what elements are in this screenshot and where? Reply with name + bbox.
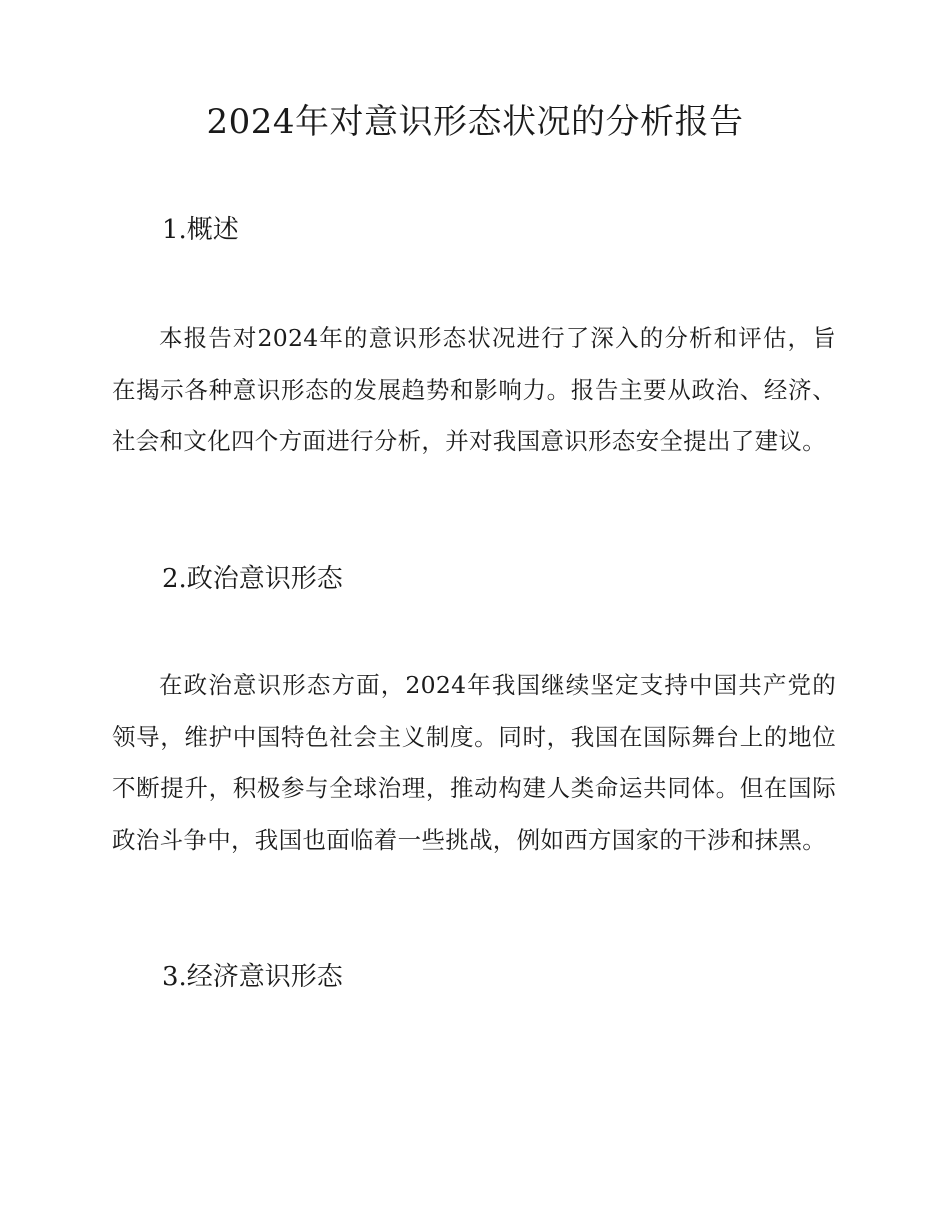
section-paragraph-overview: 本报告对2024年的意识形态状况进行了深入的分析和评估，旨在揭示各种意识形态的发展趋势和影响力。报告主要从政治、经济、社会和文化四个方面进行分析，并对我国意识形态安全提出了建议。 [112,324,836,455]
section-heading-economic: 3.经济意识形态 [162,962,343,992]
section-heading-political: 2.政治意识形态 [162,564,343,594]
section-heading-overview: 1.概述 [162,215,239,245]
document-title: 2024年对意识形态状况的分析报告 [206,102,744,142]
section-paragraph-political: 在政治意识形态方面，2024年我国继续坚定支持中国共产党的领导，维护中国特色社会主义制度。同时，我国在国际舞台上的地位不断提升，积极参与全球治理，推动构建人类命运共同体。但在国际政治斗争中，我国也面临着一些挑战，例如西方国家的干涉和抹黑。 [112,671,836,854]
